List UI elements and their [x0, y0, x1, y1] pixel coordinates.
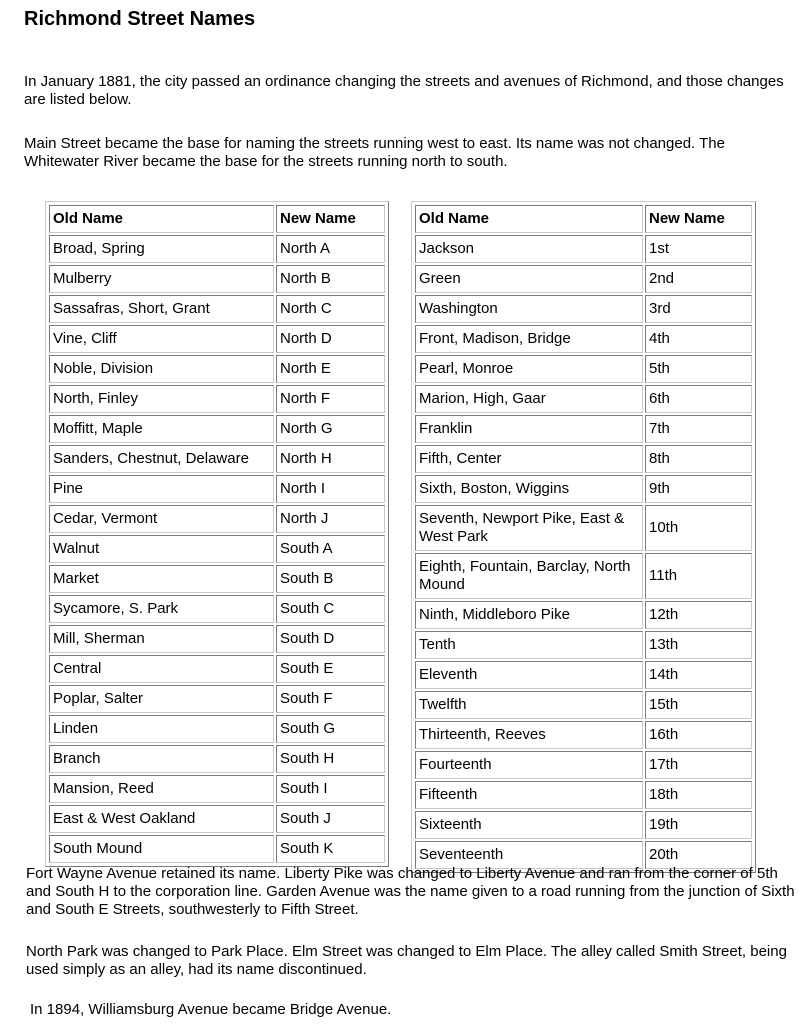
new-name-cell: North E	[276, 355, 385, 383]
new-name-cell: South I	[276, 775, 385, 803]
new-name-cell: 1st	[645, 235, 752, 263]
new-name-cell: North C	[276, 295, 385, 323]
table-row	[49, 685, 385, 713]
old-name-cell: Seventh, Newport Pike, East & West Park	[415, 505, 643, 551]
table-row	[49, 295, 385, 323]
old-name-cell: Pearl, Monroe	[415, 355, 643, 383]
new-name-cell: 13th	[645, 631, 752, 659]
table-row	[415, 235, 752, 263]
outro-paragraph-williamsburg: In 1894, Williamsburg Avenue became Bridge Avenue.	[30, 1001, 392, 1018]
old-name-cell: Jackson	[415, 235, 643, 263]
new-name-cell: 6th	[645, 385, 752, 413]
table-row	[49, 745, 385, 773]
new-name-cell: South D	[276, 625, 385, 653]
table-row	[415, 415, 752, 443]
new-name-cell: South E	[276, 655, 385, 683]
new-name-cell: 2nd	[645, 265, 752, 293]
new-name-cell: 17th	[645, 751, 752, 779]
table-row	[415, 355, 752, 383]
table-row	[49, 385, 385, 413]
table-row	[415, 721, 752, 749]
old-name-cell: Sassafras, Short, Grant	[49, 295, 274, 323]
old-name-cell: Fifth, Center	[415, 445, 643, 473]
new-name-cell: North F	[276, 385, 385, 413]
table-header-row	[49, 205, 385, 233]
page-title: Richmond Street Names	[24, 8, 256, 30]
table-row	[49, 775, 385, 803]
table-row	[49, 595, 385, 623]
table-row	[415, 631, 752, 659]
new-name-header: New Name	[276, 205, 385, 233]
old-name-cell: Mill, Sherman	[49, 625, 274, 653]
old-name-cell: Sixth, Boston, Wiggins	[415, 475, 643, 503]
old-name-cell: Eighth, Fountain, Barclay, North Mound	[415, 553, 643, 599]
old-name-cell: Fifteenth	[415, 781, 643, 809]
old-name-cell: Market	[49, 565, 274, 593]
old-name-cell: Green	[415, 265, 643, 293]
new-name-cell: South C	[276, 595, 385, 623]
table-row	[415, 385, 752, 413]
table-row	[415, 601, 752, 629]
new-name-cell: South G	[276, 715, 385, 743]
old-name-cell: Sycamore, S. Park	[49, 595, 274, 623]
old-name-cell: Broad, Spring	[49, 235, 274, 263]
table-row	[49, 355, 385, 383]
new-name-cell: 15th	[645, 691, 752, 719]
old-name-cell: Fourteenth	[415, 751, 643, 779]
intro-paragraph-base-streets: Main Street became the base for naming the streets running west to east. Its name was not changed. The Whitewater River became the base for the streets running north to south.	[24, 135, 725, 170]
new-name-cell: South A	[276, 535, 385, 563]
old-name-cell: Seventeenth	[415, 841, 643, 869]
table-row	[415, 475, 752, 503]
new-name-cell: 8th	[645, 445, 752, 473]
table-row	[49, 415, 385, 443]
table-row	[49, 475, 385, 503]
north-south-streets-table	[47, 203, 387, 865]
old-name-cell: Vine, Cliff	[49, 325, 274, 353]
table-row	[415, 505, 752, 551]
new-name-cell: North J	[276, 505, 385, 533]
old-name-cell: Washington	[415, 295, 643, 323]
new-name-header: New Name	[645, 205, 752, 233]
table-row	[415, 691, 752, 719]
table-row	[415, 751, 752, 779]
old-name-cell: Marion, High, Gaar	[415, 385, 643, 413]
old-name-header: Old Name	[49, 205, 274, 233]
new-name-cell: South B	[276, 565, 385, 593]
old-name-cell: Mansion, Reed	[49, 775, 274, 803]
old-name-cell: South Mound	[49, 835, 274, 863]
new-name-cell: 9th	[645, 475, 752, 503]
new-name-cell: North B	[276, 265, 385, 293]
old-name-cell: Twelfth	[415, 691, 643, 719]
new-name-cell: North A	[276, 235, 385, 263]
old-name-cell: Linden	[49, 715, 274, 743]
table-row	[415, 295, 752, 323]
table-row	[49, 505, 385, 533]
new-name-cell: North D	[276, 325, 385, 353]
table-row	[415, 265, 752, 293]
old-name-cell: Walnut	[49, 535, 274, 563]
new-name-cell: 16th	[645, 721, 752, 749]
table-row	[49, 565, 385, 593]
table-row	[49, 535, 385, 563]
new-name-cell: 7th	[645, 415, 752, 443]
outro-paragraph-fort-wayne: Fort Wayne Avenue retained its name. Liberty Pike was changed to Liberty Avenue and ran from the corner of 5th and South H to the corporation line. Garden Avenue was the name given to a road running from the junction of Sixth and South E Streets, southwesterly to Fifth Street.	[26, 865, 795, 918]
old-name-cell: Tenth	[415, 631, 643, 659]
new-name-cell: 3rd	[645, 295, 752, 323]
old-name-cell: Central	[49, 655, 274, 683]
old-name-cell: Mulberry	[49, 265, 274, 293]
new-name-cell: North G	[276, 415, 385, 443]
intro-paragraph-ordinance: In January 1881, the city passed an ordinance changing the streets and avenues of Richmond, and those changes are listed below.	[24, 73, 784, 108]
table-row	[49, 655, 385, 683]
table-row	[415, 811, 752, 839]
table-row	[415, 781, 752, 809]
table-row	[415, 325, 752, 353]
old-name-cell: Franklin	[415, 415, 643, 443]
table-row	[49, 325, 385, 353]
old-name-cell: North, Finley	[49, 385, 274, 413]
new-name-cell: 19th	[645, 811, 752, 839]
old-name-cell: Noble, Division	[49, 355, 274, 383]
new-name-cell: North I	[276, 475, 385, 503]
old-name-cell: Sixteenth	[415, 811, 643, 839]
new-name-cell: 12th	[645, 601, 752, 629]
table-row	[415, 445, 752, 473]
table-row	[49, 835, 385, 863]
old-name-cell: East & West Oakland	[49, 805, 274, 833]
new-name-cell: South F	[276, 685, 385, 713]
new-name-cell: 11th	[645, 553, 752, 599]
north-south-streets-table-frame	[45, 201, 389, 867]
new-name-cell: North H	[276, 445, 385, 473]
table-row	[49, 625, 385, 653]
new-name-cell: 18th	[645, 781, 752, 809]
old-name-cell: Pine	[49, 475, 274, 503]
old-name-cell: Ninth, Middleboro Pike	[415, 601, 643, 629]
numbered-streets-table-frame	[411, 201, 756, 873]
new-name-cell: 14th	[645, 661, 752, 689]
old-name-cell: Cedar, Vermont	[49, 505, 274, 533]
table-row	[49, 715, 385, 743]
old-name-header: Old Name	[415, 205, 643, 233]
new-name-cell: South J	[276, 805, 385, 833]
old-name-cell: Sanders, Chestnut, Delaware	[49, 445, 274, 473]
old-name-cell: Branch	[49, 745, 274, 773]
old-name-cell: Moffitt, Maple	[49, 415, 274, 443]
old-name-cell: Eleventh	[415, 661, 643, 689]
table-header-row	[415, 205, 752, 233]
table-row	[49, 265, 385, 293]
new-name-cell: 20th	[645, 841, 752, 869]
new-name-cell: South H	[276, 745, 385, 773]
new-name-cell: 5th	[645, 355, 752, 383]
table-row	[49, 235, 385, 263]
new-name-cell: South K	[276, 835, 385, 863]
new-name-cell: 10th	[645, 505, 752, 551]
outro-paragraph-north-park: North Park was changed to Park Place. Elm Street was changed to Elm Place. The alley called Smith Street, being used simply as an alley, had its name discontinued.	[26, 943, 787, 978]
table-row	[415, 661, 752, 689]
numbered-streets-table	[413, 203, 754, 871]
table-row	[415, 553, 752, 599]
old-name-cell: Thirteenth, Reeves	[415, 721, 643, 749]
old-name-cell: Poplar, Salter	[49, 685, 274, 713]
old-name-cell: Front, Madison, Bridge	[415, 325, 643, 353]
table-row	[49, 805, 385, 833]
new-name-cell: 4th	[645, 325, 752, 353]
table-row	[49, 445, 385, 473]
